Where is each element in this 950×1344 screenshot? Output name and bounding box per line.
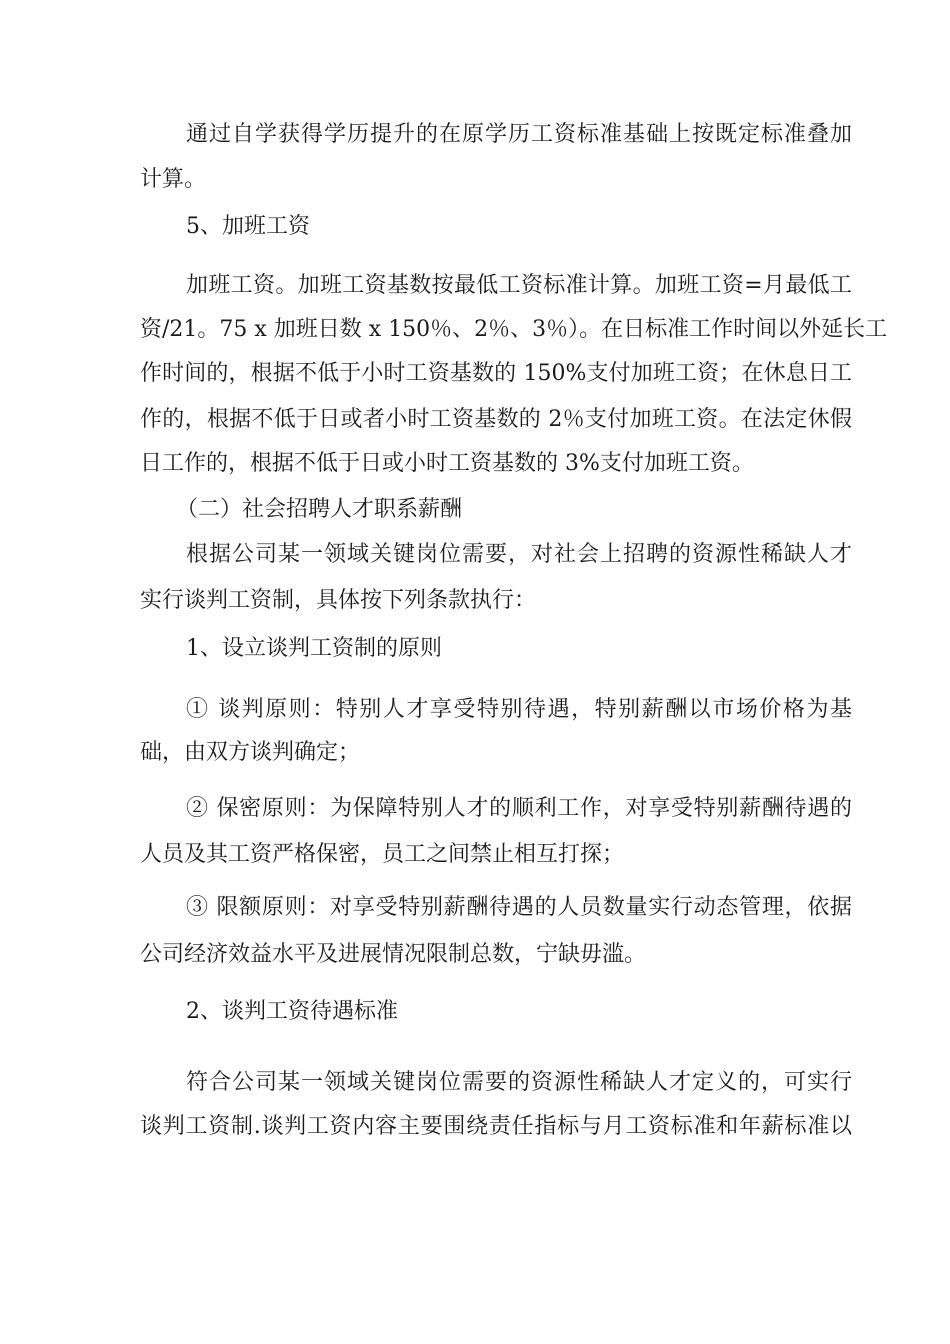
text-line: 作时间的，根据不低于小时工资基数的 150%支付加班工资；在休息日工 (140, 361, 852, 386)
text-line: 谈判工资制.谈判工资内容主要围绕责任指标与月工资标准和年薪标准以 (140, 1114, 852, 1139)
text-line: 符合公司某一领域关键岗位需要的资源性稀缺人才定义的，可实行 (186, 1070, 852, 1095)
text-line: ① 谈判原则：特别人才享受特别待遇，特别薪酬以市场价格为基 (186, 697, 852, 722)
section-heading: 1、设立谈判工资制的原则 (186, 636, 442, 661)
text-line: 础，由双方谈判确定； (140, 740, 361, 765)
text-line: 通过自学获得学历提升的在原学历工资标准基础上按既定标准叠加 (186, 122, 852, 147)
text-line: 根据公司某一领域关键岗位需要，对社会上招聘的资源性稀缺人才 (186, 542, 852, 567)
section-heading: （二）社会招聘人才职系薪酬 (176, 497, 463, 522)
section-heading: 2、谈判工资待遇标准 (186, 999, 398, 1024)
text-line: 实行谈判工资制，具体按下列条款执行： (140, 588, 537, 613)
text-line: 资/21。75 x 加班日数 x 150％、2％、3％）。在日标准工作时间以外延长工 (140, 317, 888, 342)
text-line: 日工作的，根据不低于日或小时工资基数的 3%支付加班工资。 (140, 451, 754, 476)
text-line: ② 保密原则：为保障特别人才的顺利工作，对享受特别薪酬待遇的 (186, 796, 852, 821)
text-line: ③ 限额原则：对享受特别薪酬待遇的人员数量实行动态管理，依据 (186, 895, 852, 920)
text-line: 加班工资。加班工资基数按最低工资标准计算。加班工资=月最低工 (186, 273, 852, 298)
text-line: 计算。 (140, 167, 207, 192)
section-heading: 5、加班工资 (186, 214, 310, 239)
text-line: 人员及其工资严格保密，员工之间禁止相互打探； (140, 842, 625, 867)
text-line: 公司经济效益水平及进展情况限制总数，宁缺毋滥。 (140, 942, 647, 967)
text-line: 作的，根据不低于日或者小时工资基数的 2％支付加班工资。在法定休假 (140, 407, 852, 432)
